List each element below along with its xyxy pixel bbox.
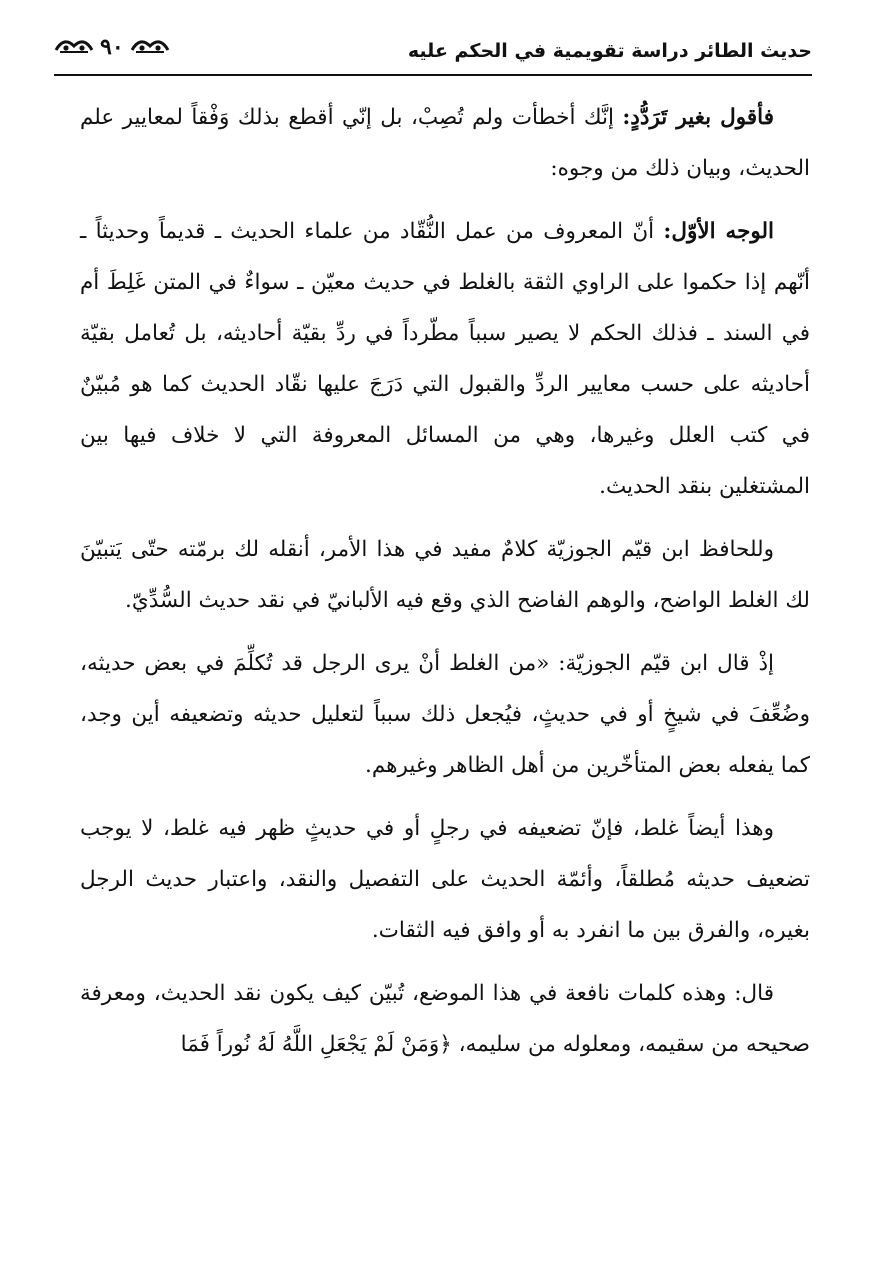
paragraph-lead: فأقول بغير تَرَدُّدٍ:: [622, 105, 774, 130]
paragraph-1: [80, 92, 810, 194]
page-number-group: [54, 34, 170, 60]
page-header: [54, 34, 812, 74]
left-ornament-icon: [54, 34, 94, 60]
paragraph-text: أنّ المعروف من عمل النُّقّاد من علماء الحديث ـ قديماً وحديثاً ـ أنّهم إذا حكموا على الراوي الثقة بالغلط في حديث معيّن ـ سواءٌ في المتن غَلِطَ أم في السند ـ فذلك الحكم لا يصير سبباً مطّرداً في ردِّ بقيّة أحاديثه، بل تُعامل بقيّة أحاديثه على حسب معايير الردِّ والقبول التي دَرَجَ عليها نقّاد الحديث كما هو مُبيّنٌ في كتب العلل وغيرها، وهي من المسائل المعروفة التي لا خلاف فيها بين المشتغلين بنقد الحديث.: [80, 219, 810, 499]
paragraph-4: [80, 638, 810, 791]
running-title: حديث الطائر دراسة تقويمية في الحكم عليه: [407, 40, 812, 62]
page-body: [80, 92, 810, 1082]
paragraph-lead: الوجه الأوّل:: [663, 219, 774, 244]
paragraph-text: قال: وهذه كلمات نافعة في هذا الموضع، تُبيّن كيف يكون نقد الحديث، ومعرفة صحيحه من سقيمه، ومعلوله من سليمه، ﴿وَمَنْ لَمْ يَجْعَلِ اللَّهُ لَهُ نُوراً فَمَا: [80, 981, 810, 1057]
paragraph-text: إذْ قال ابن قيّم الجوزيّة: «من الغلط أنْ يرى الرجل قد تُكلِّمَ في بعض حديثه، وضُعِّفَ في شيخٍ أو في حديثٍ، فيُجعل ذلك سبباً لتعليل حديثه وتضعيفه أين وجد، كما يفعله بعض المتأخّرين من أهل الظاهر وغيرهم.: [80, 651, 810, 778]
header-rule: [54, 74, 812, 76]
paragraph-text: إنَّك أخطأت ولم تُصِبْ، بل إنّي أقطع بذلك وَفْقاً لمعايير علم الحديث، وبيان ذلك من وجوه:: [80, 105, 810, 181]
paragraph-6: [80, 968, 810, 1070]
paragraph-2: [80, 206, 810, 512]
paragraph-text: وهذا أيضاً غلط، فإنّ تضعيفه في رجلٍ أو في حديثٍ ظهر فيه غلط، لا يوجب تضعيف حديثه مُطلقاً، وأئمّة الحديث على التفصيل والنقد، واعتبار حديث الرجل بغيره، والفرق بين ما انفرد به أو وافق فيه الثقات.: [80, 816, 810, 943]
page-number: ٩٠: [100, 34, 124, 60]
paragraph-5: [80, 803, 810, 956]
paragraph-3: [80, 524, 810, 626]
paragraph-text: وللحافظ ابن قيّم الجوزيّة كلامٌ مفيد في هذا الأمر، أنقله لك برمّته حتّى يَتبيّنَ لك الغلط الواضح، والوهم الفاضح الذي وقع فيه الألبانيّ في نقد حديث السُّدِّيّ.: [80, 537, 810, 613]
right-ornament-icon: [130, 34, 170, 60]
